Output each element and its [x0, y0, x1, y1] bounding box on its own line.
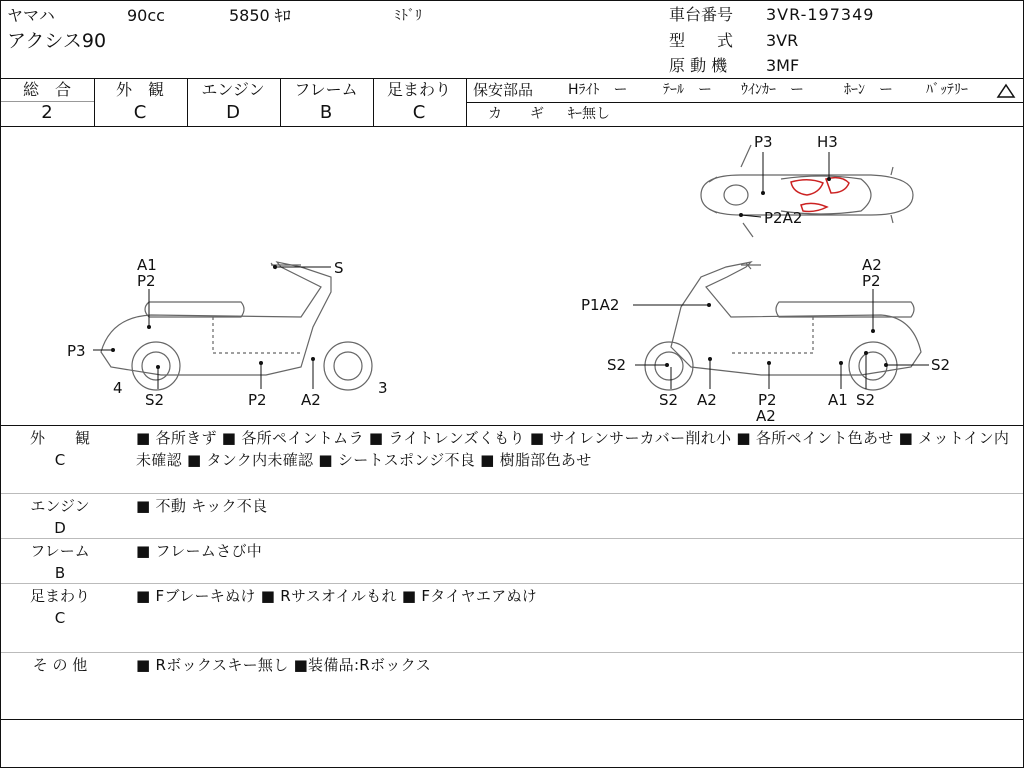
section-frame-text: ■ フレームさび中 — [136, 542, 263, 560]
label-left-4: 4 — [113, 379, 123, 397]
score-engine-value: D — [226, 102, 240, 123]
section-suspension-grade: C — [54, 609, 66, 627]
score-exterior-label: 外 観 — [115, 80, 164, 99]
label-top-p3: P3 — [754, 133, 773, 151]
safety-battery: ﾊﾞｯﾃﾘｰ — [926, 82, 968, 98]
color: ﾐﾄﾞﾘ — [394, 8, 422, 24]
safety-parts-label: 保安部品 — [473, 81, 534, 99]
mileage: 5850 ｷﾛ — [229, 6, 291, 25]
frame-no-label: 車台番号 — [669, 5, 734, 24]
label-right-s2-left: S2 — [607, 356, 627, 374]
score-frame-label: フレーム — [294, 80, 358, 99]
label-left-3: 3 — [378, 379, 388, 397]
label-right-s2-right: S2 — [931, 356, 951, 374]
safety-horn: ﾎｰﾝ ー — [844, 82, 893, 98]
safety-taillight: ﾃｰﾙ ー — [663, 82, 712, 98]
label-right-p1a2: P1A2 — [581, 296, 620, 314]
label-left-s2: S2 — [145, 391, 165, 409]
section-suspension-text: ■ Fブレーキぬけ ■ Rサスオイルもれ ■ Fタイヤエアぬけ — [136, 587, 538, 605]
section-frame-name: フレーム — [30, 542, 90, 560]
scooter-diagram — [1, 127, 1023, 425]
label-right-p2-bottom: P2 — [758, 391, 777, 409]
safety-winker: ｳｲﾝｶｰ ー — [741, 82, 804, 98]
scooter-top-view — [701, 145, 913, 237]
score-engine-label: エンジン — [201, 80, 265, 99]
score-total-label: 総 合 — [22, 80, 71, 99]
key-label: カ ギ — [488, 106, 544, 122]
score-suspension-value: C — [412, 102, 426, 123]
label-right-p2-top: P2 — [862, 272, 881, 290]
label-right-a2-top: A2 — [862, 256, 882, 274]
divider — [1, 493, 1023, 494]
label-right-s2-bottom: S2 — [659, 391, 679, 409]
type-value: 3VR — [766, 31, 799, 50]
safety-headlight: Hﾗｲﾄ ー — [568, 82, 628, 98]
label-left-s: S — [334, 259, 344, 277]
divider — [1, 425, 1023, 426]
model-name: アクシス90 — [7, 30, 107, 52]
label-top-p2a2: P2A2 — [764, 209, 803, 227]
divider — [1, 652, 1023, 653]
displacement: 90cc — [127, 6, 165, 25]
leader-lines — [93, 152, 929, 389]
section-frame-grade: B — [54, 564, 66, 582]
score-exterior-value: C — [133, 102, 147, 123]
label-left-a1: A1 — [137, 256, 157, 274]
damage-marks — [791, 178, 849, 212]
section-exterior-name: 外 観 — [29, 429, 90, 447]
section-other-name: そ の 他 — [32, 656, 88, 674]
engine-value: 3MF — [766, 56, 800, 75]
label-right-a2-lower: A2 — [756, 407, 776, 425]
section-engine-grade: D — [54, 519, 66, 537]
score-suspension-label: 足まわり — [386, 80, 451, 99]
divider — [467, 102, 1023, 103]
frame-no: 3VR-197349 — [766, 5, 875, 24]
maker: ヤマハ — [7, 6, 55, 25]
divider — [1, 719, 1023, 720]
section-exterior-grade: C — [54, 451, 66, 469]
label-top-h3: H3 — [817, 133, 838, 151]
label-left-p2-top: P2 — [137, 272, 156, 290]
divider — [1, 583, 1023, 584]
score-total-value: 2 — [41, 102, 53, 123]
divider — [1, 538, 1023, 539]
section-engine-name: エンジン — [30, 497, 90, 515]
label-right-a1: A1 — [828, 391, 848, 409]
engine-label: 原 動 機 — [669, 56, 728, 75]
label-right-a2-bottom: A2 — [697, 391, 717, 409]
section-engine-text: ■ 不動 キック不良 — [136, 497, 268, 515]
label-left-p3: P3 — [67, 342, 86, 360]
divider — [1, 78, 1023, 79]
label-left-p2-bottom: P2 — [248, 391, 267, 409]
damage-diagram — [1, 127, 1023, 425]
label-right-s2-last: S2 — [856, 391, 876, 409]
label-left-a2: A2 — [301, 391, 321, 409]
section-suspension-name: 足まわり — [29, 587, 90, 605]
triangle-icon — [996, 83, 1016, 99]
type-label: 型 式 — [669, 31, 734, 50]
key-value: ｷｰ無し — [568, 106, 610, 122]
score-frame-value: B — [319, 102, 333, 123]
section-other-text: ■ Rボックスキー無し ■装備品:Rボックス — [136, 656, 432, 674]
leader-dots — [111, 177, 888, 369]
section-exterior-text: ■ 各所きず ■ 各所ペイントムラ ■ ライトレンズくもり ■ サイレンサーカバー削れ小 ■ 各所ペイント色あせ ■ メットイン内未確認 ■ タンク内未確認 ■ シートスポンジ不良 ■ 樹脂部色あせ — [136, 429, 1010, 469]
